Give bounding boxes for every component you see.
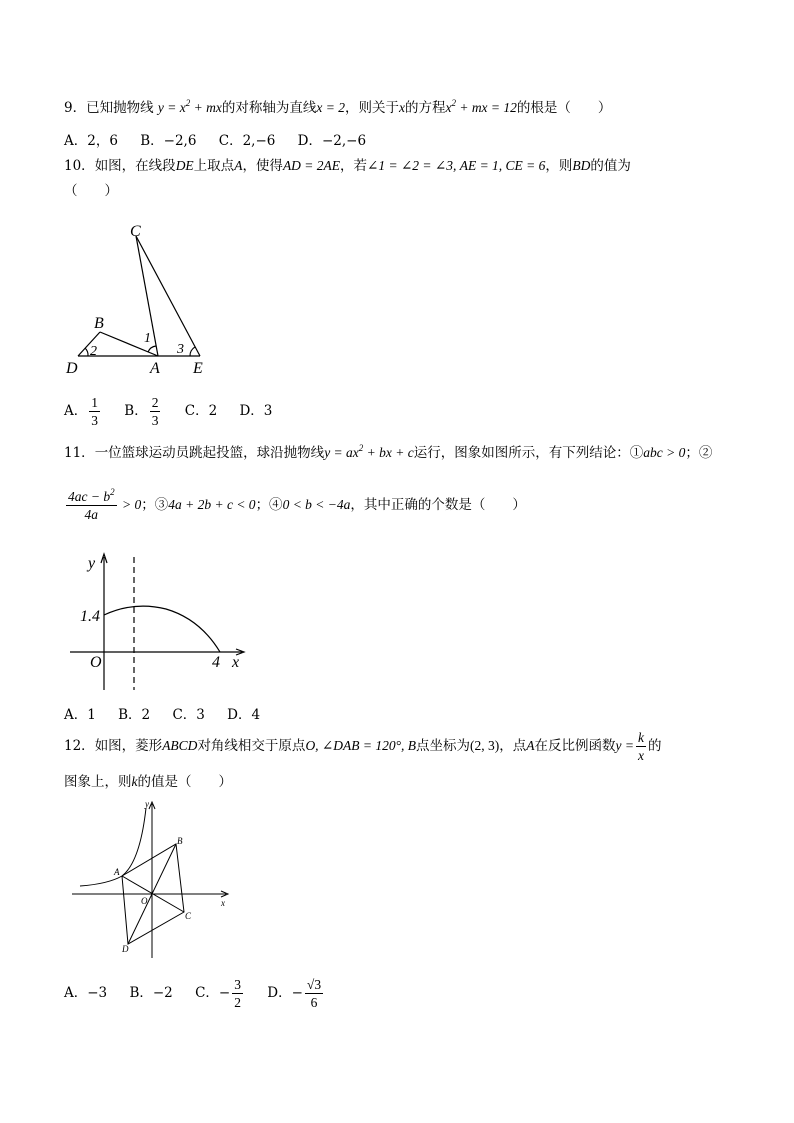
- q11-graph: [64, 545, 254, 695]
- q12-option-d[interactable]: D．− $\frac{√3}{6}$: [267, 977, 322, 1010]
- q10-angle-3: 3: [177, 342, 184, 357]
- q12-text-5: 在反比例函数: [534, 738, 616, 754]
- q10-label-b: B: [94, 315, 104, 332]
- q12-line2-b: 的值是（ ）: [137, 774, 232, 790]
- q12-rhombus-name: ABCD: [162, 738, 198, 753]
- q10-label-d: D: [66, 360, 78, 377]
- q12-hyperbola: [80, 808, 146, 886]
- q9-text-3: ，则关于: [344, 100, 399, 116]
- q12-line2-a: 图象上，则: [64, 774, 132, 790]
- q11-option-d[interactable]: D．4: [227, 707, 261, 723]
- q11-text-1: 一位篮球运动员跳起投篮，球沿抛物线: [94, 445, 325, 461]
- q10-text-1: 如图，在线段: [94, 158, 176, 174]
- q10-label-a: A: [150, 360, 160, 377]
- q12-label-b: B: [177, 836, 183, 846]
- q11-label-4: 4: [212, 654, 220, 671]
- q9-eq-parabola: $y = x^2$ + mx: [157, 98, 222, 115]
- q12-label-c: C: [185, 911, 192, 921]
- q11-stem-line2: [64, 485, 526, 525]
- q10-text-4: ，若: [340, 158, 368, 174]
- q9-option-d[interactable]: D．−2,−6: [297, 133, 367, 149]
- q9-option-c[interactable]: C．2,−6: [218, 133, 276, 149]
- q10-angle-2: 2: [90, 344, 97, 359]
- q10-eq-2: ∠1 = ∠2 = ∠3, AE = 1, CE = 6: [367, 158, 546, 173]
- q9-stem: [64, 99, 611, 117]
- q11-conclusion-1: abc > 0: [643, 445, 686, 460]
- q12-figure: [64, 798, 239, 963]
- q12-stem: [64, 729, 661, 764]
- q10-eq-1: AD = 2AE: [282, 158, 341, 173]
- q10-option-a[interactable]: A． $\frac{1}{3}$: [64, 395, 98, 428]
- q10-angle-1: 1: [144, 331, 151, 346]
- q12-text-1: 如图，菱形: [94, 738, 163, 754]
- q11-text-3: ；②: [685, 445, 713, 461]
- q12-label-y: y: [145, 799, 149, 809]
- q11-label-x: x: [232, 654, 240, 671]
- q10-option-c[interactable]: C．2: [184, 403, 218, 419]
- q11-fraction: $\frac{4ac - b^2}{4a}$: [68, 487, 115, 522]
- q10-text-5: ，则: [545, 158, 573, 174]
- q11-text-6: ，其中正确的个数是（ ）: [350, 497, 526, 513]
- q9-text-4: 的方程: [404, 100, 446, 116]
- q12-text-3: 点坐标为: [416, 738, 470, 754]
- q12-label-o: O: [141, 896, 148, 906]
- q9-number: 9．: [64, 100, 87, 116]
- q11-stem: [64, 444, 712, 462]
- q12-stem-line2: [64, 773, 232, 791]
- q9-option-b[interactable]: B．−2,6: [140, 133, 197, 149]
- q9-eq-equation: $x^2$ + mx = 12: [445, 98, 517, 115]
- q10-label-c: C: [130, 223, 141, 240]
- q9-options: [64, 132, 384, 150]
- q10-label-e: E: [193, 360, 203, 377]
- q12-eq-function: y =: [615, 738, 634, 753]
- q9-text-5: 的根是（ ）: [516, 100, 612, 116]
- q12-label-a: A: [114, 867, 120, 877]
- q12-eq-1: O, ∠DAB = 120°, B: [305, 738, 416, 753]
- q12-var-k: k: [131, 774, 138, 789]
- q11-option-b[interactable]: B．2: [118, 707, 151, 723]
- q10-stem: [64, 157, 631, 175]
- q11-parabola: [104, 606, 220, 652]
- q12-text-2: 对角线相交于原点: [197, 738, 306, 754]
- q11-text-4: ；③: [141, 497, 169, 513]
- q12-label-d: D: [122, 944, 129, 954]
- q10-text-6: 的值为: [590, 158, 631, 174]
- q9-var-x: x: [398, 100, 405, 115]
- q11-text-2: 运行，图象如图所示，有下列结论：①: [413, 445, 644, 461]
- q10-text-3: ，使得: [242, 158, 283, 174]
- q11-label-y: y: [88, 555, 96, 572]
- q10-point-a: A: [234, 158, 243, 173]
- q10-arc-2: [85, 348, 88, 356]
- q10-arc-3: [190, 347, 195, 356]
- q11-conclusion-4: 0 < b < −4a: [282, 497, 351, 512]
- q11-options: [64, 706, 278, 724]
- q11-conclusion-2: > 0: [118, 497, 142, 512]
- q12-option-b[interactable]: B．−2: [129, 985, 173, 1001]
- q11-eq-parabola: $y = ax^2$ + bx + c: [324, 443, 414, 460]
- q10-option-b[interactable]: B． $\frac{2}{3}$: [124, 395, 159, 428]
- q11-text-5: ；④: [255, 497, 283, 513]
- q12-text-4: ，点: [499, 738, 527, 754]
- q11-option-a[interactable]: A．1: [64, 707, 96, 723]
- q11-label-origin: O: [90, 654, 102, 671]
- q12-option-a[interactable]: A．−3: [64, 985, 108, 1001]
- q12-text-6: 的: [647, 738, 662, 754]
- q10-figure: [64, 220, 224, 380]
- q9-option-a[interactable]: A．2，6: [64, 133, 118, 149]
- q11-option-c[interactable]: C．3: [172, 707, 205, 723]
- q11-label-1-4: 1.4: [80, 608, 100, 625]
- q9-text-1: 已知抛物线: [86, 100, 154, 116]
- q10-segment-de: DE: [175, 158, 194, 173]
- q12-point-a: A: [526, 738, 535, 753]
- q12-options: [64, 975, 343, 1011]
- q12-option-c[interactable]: C．− $\frac{3}{2}$: [195, 977, 241, 1010]
- q10-number: 10．: [64, 158, 95, 174]
- q11-number: 11．: [64, 445, 95, 461]
- q10-text-2: 上取点: [193, 158, 235, 174]
- q10-option-d[interactable]: D．3: [239, 403, 273, 419]
- q12-function-fraction: $\frac{k}{x}$: [637, 730, 644, 763]
- q9-eq-axis: x = 2: [316, 100, 345, 115]
- q12-label-x: x: [221, 898, 225, 908]
- q12-number: 12．: [64, 738, 95, 754]
- q12-coordinate: (2, 3): [470, 738, 500, 753]
- q10-options: [64, 393, 290, 429]
- q10-segment-bd: BD: [572, 158, 591, 173]
- q11-conclusion-3: 4a + 2b + c < 0: [168, 497, 256, 512]
- q10-arc-1: [148, 346, 156, 352]
- q9-text-2: 的对称轴为直线: [221, 100, 317, 116]
- q10-answer-blank: （ ）: [64, 183, 118, 199]
